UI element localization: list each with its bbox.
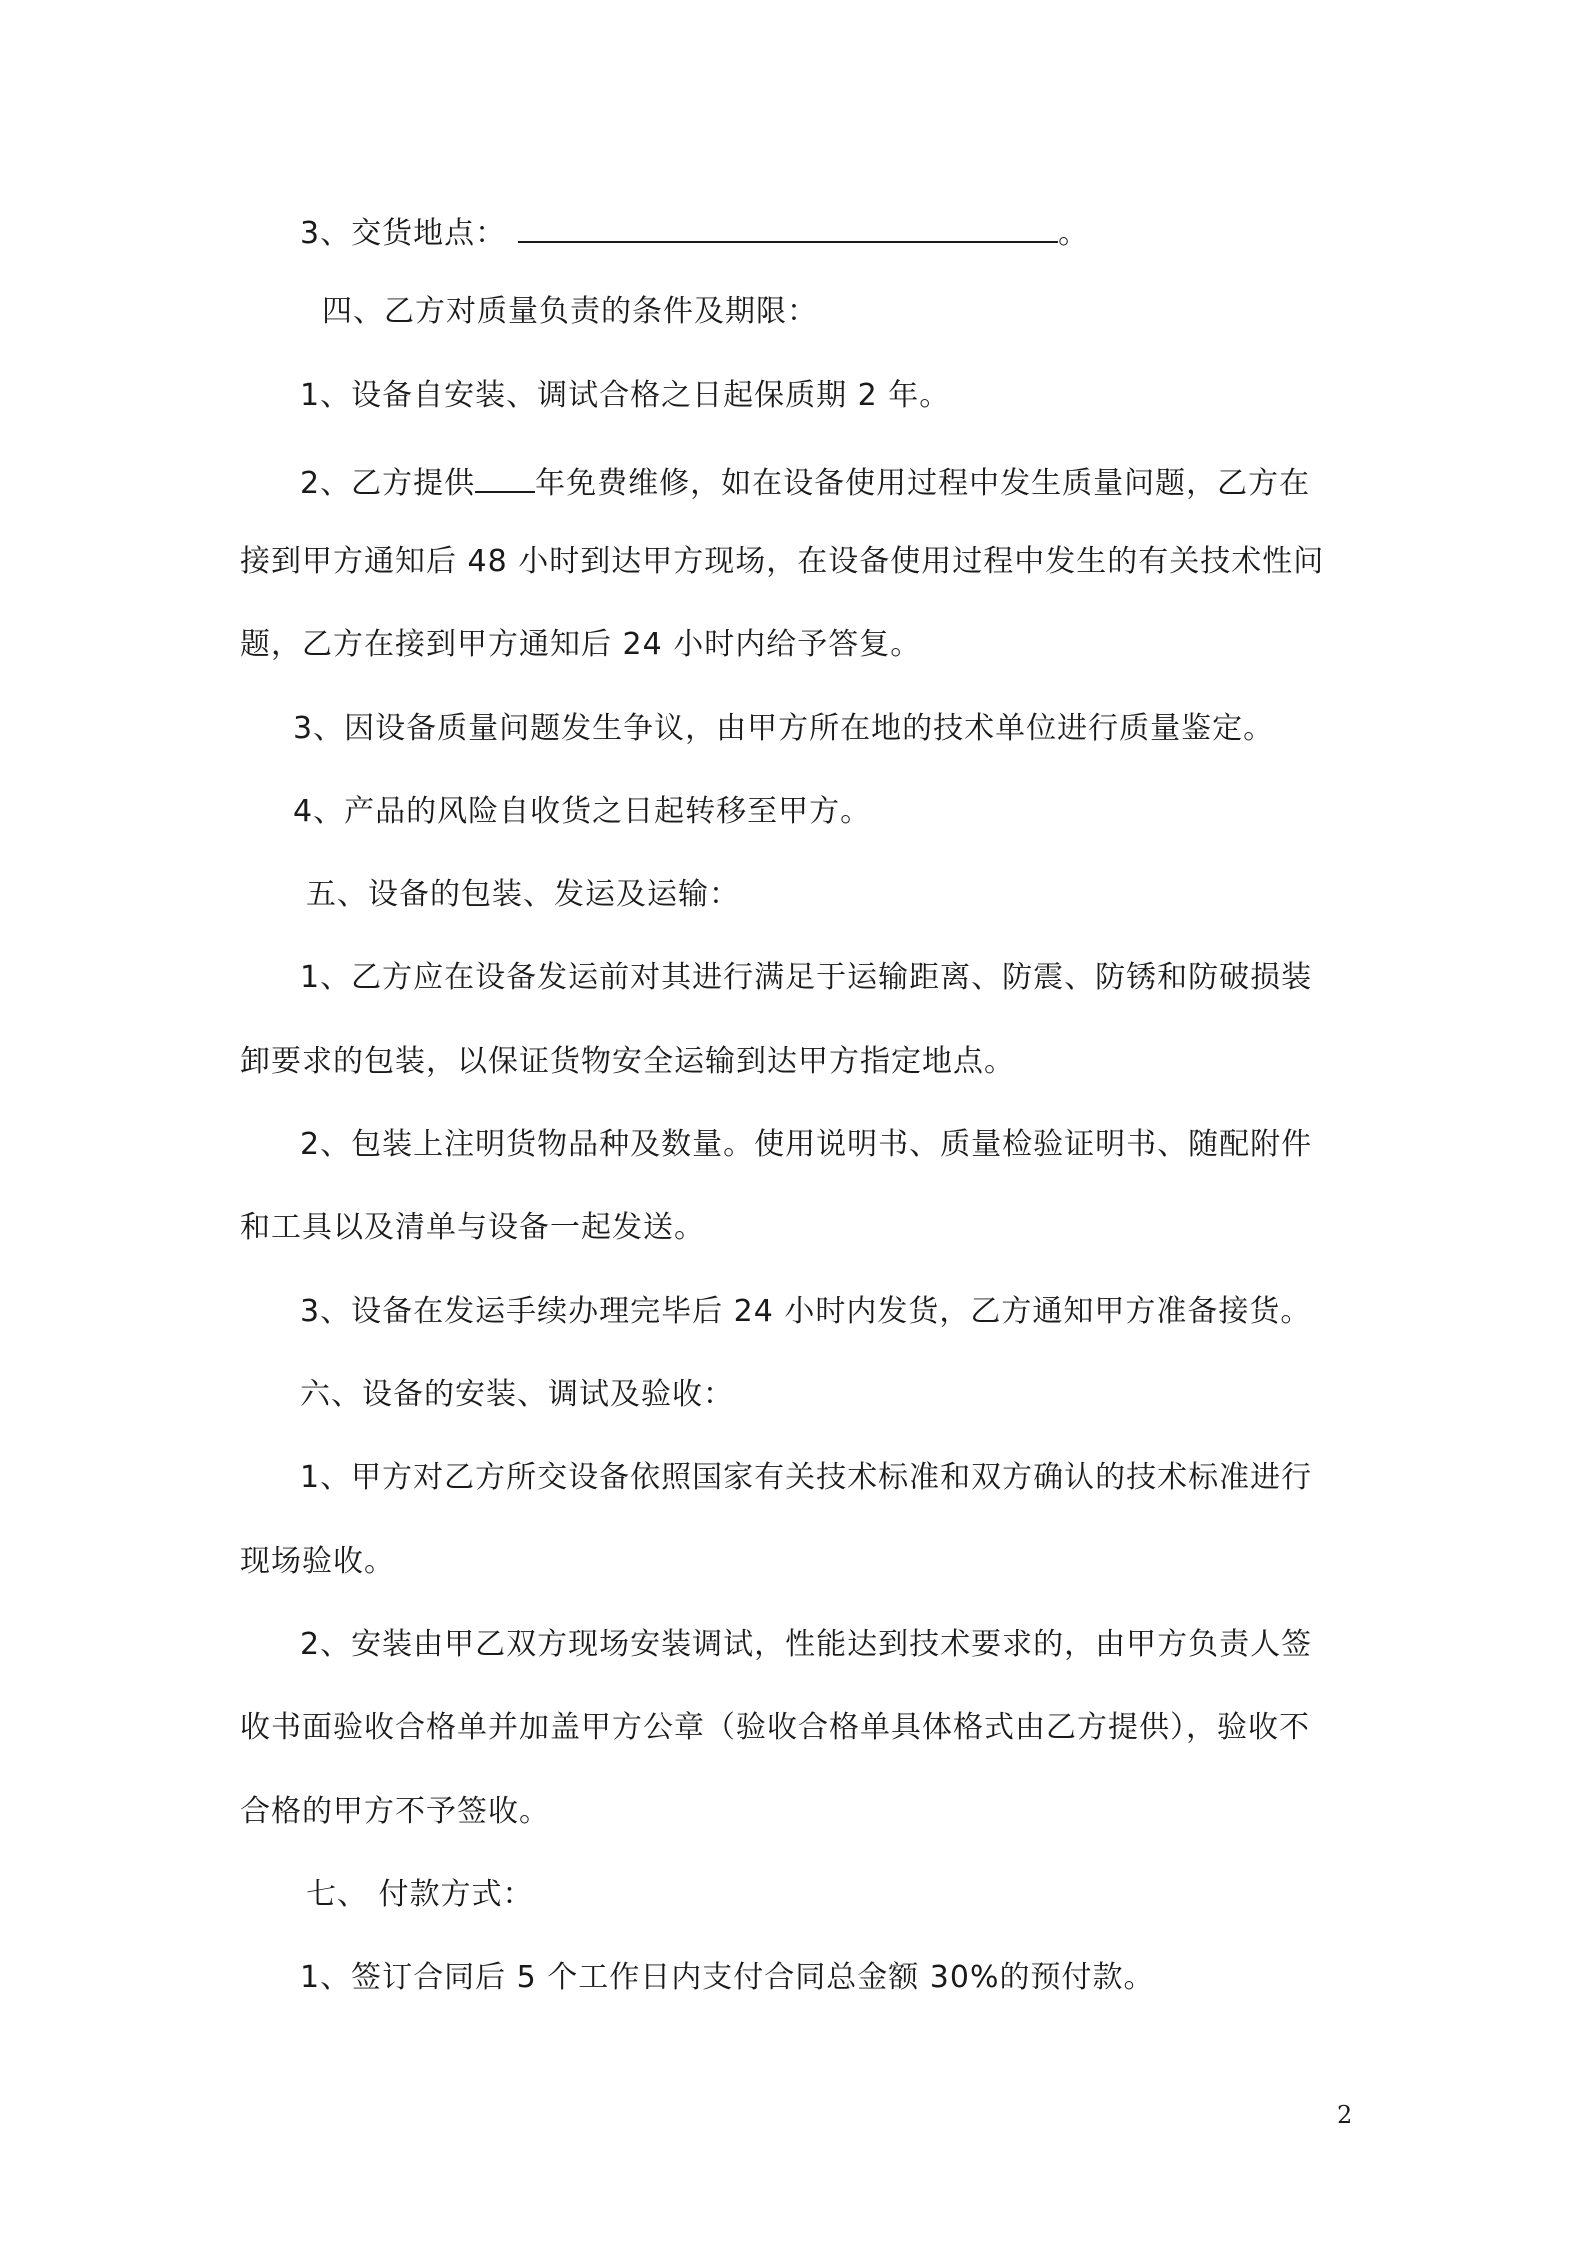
page-number: 2 bbox=[1337, 2101, 1353, 2129]
paragraph-line: 1、设备自安装、调试合格之日起保质期 2 年。 bbox=[300, 378, 951, 413]
paragraph-line: 4、产品的风险自收货之日起转移至甲方。 bbox=[293, 794, 872, 829]
paragraph-line: 1、甲方对乙方所交设备依照国家有关技术标准和双方确认的技术标准进行 bbox=[300, 1460, 1313, 1495]
paragraph-line: 题，乙方在接到甲方通知后 24 小时内给予答复。 bbox=[240, 627, 922, 662]
paragraph-line: 2、包装上注明货物品种及数量。使用说明书、质量检验证明书、随配附件 bbox=[300, 1127, 1313, 1162]
maintenance-text: 年免费维修，如在设备使用过程中发生质量问题，乙方在 bbox=[535, 466, 1311, 501]
paragraph-line: 1、签订合同后 5 个工作日内支付合同总金额 30%的预付款。 bbox=[300, 1960, 1155, 1995]
paragraph-line: 1、乙方应在设备发运前对其进行满足于运输距离、防震、防锈和防破损装 bbox=[300, 960, 1313, 995]
maintenance-line bbox=[300, 457, 1420, 506]
delivery-location-label: 3、交货地点： bbox=[300, 216, 507, 251]
paragraph-line: 合格的甲方不予签收。 bbox=[240, 1794, 550, 1829]
maintenance-years-blank bbox=[475, 457, 535, 493]
paragraph-line: 收书面验收合格单并加盖甲方公章（验收合格单具体格式由乙方提供），验收不 bbox=[240, 1710, 1310, 1745]
paragraph-line: 现场验收。 bbox=[240, 1544, 395, 1579]
paragraph-line: 和工具以及清单与设备一起发送。 bbox=[240, 1210, 705, 1245]
paragraph-line: 3、设备在发运手续办理完毕后 24 小时内发货，乙方通知甲方准备接货。 bbox=[300, 1294, 1312, 1329]
paragraph-line: 接到甲方通知后 48 小时到达甲方现场，在设备使用过程中发生的有关技术性问 bbox=[240, 544, 1325, 579]
delivery-location-line bbox=[300, 207, 1420, 256]
delivery-location-blank bbox=[518, 207, 1058, 243]
section-heading-payment: 七、 付款方式： bbox=[306, 1877, 534, 1912]
delivery-location-end: 。 bbox=[1058, 216, 1090, 251]
paragraph-line: 2、安装由甲乙双方现场安装调试，性能达到技术要求的，由甲方负责人签 bbox=[300, 1627, 1313, 1662]
paragraph-line: 卸要求的包装，以保证货物安全运输到达甲方指定地点。 bbox=[240, 1044, 1015, 1079]
maintenance-label: 2、乙方提供 bbox=[300, 466, 476, 501]
paragraph-line: 3、因设备质量问题发生争议，由甲方所在地的技术单位进行质量鉴定。 bbox=[293, 711, 1275, 746]
section-heading-quality: 四、乙方对质量负责的条件及期限： bbox=[322, 294, 818, 329]
section-heading-packaging: 五、设备的包装、发运及运输： bbox=[306, 877, 740, 912]
section-heading-installation: 六、设备的安装、调试及验收： bbox=[300, 1377, 734, 1412]
